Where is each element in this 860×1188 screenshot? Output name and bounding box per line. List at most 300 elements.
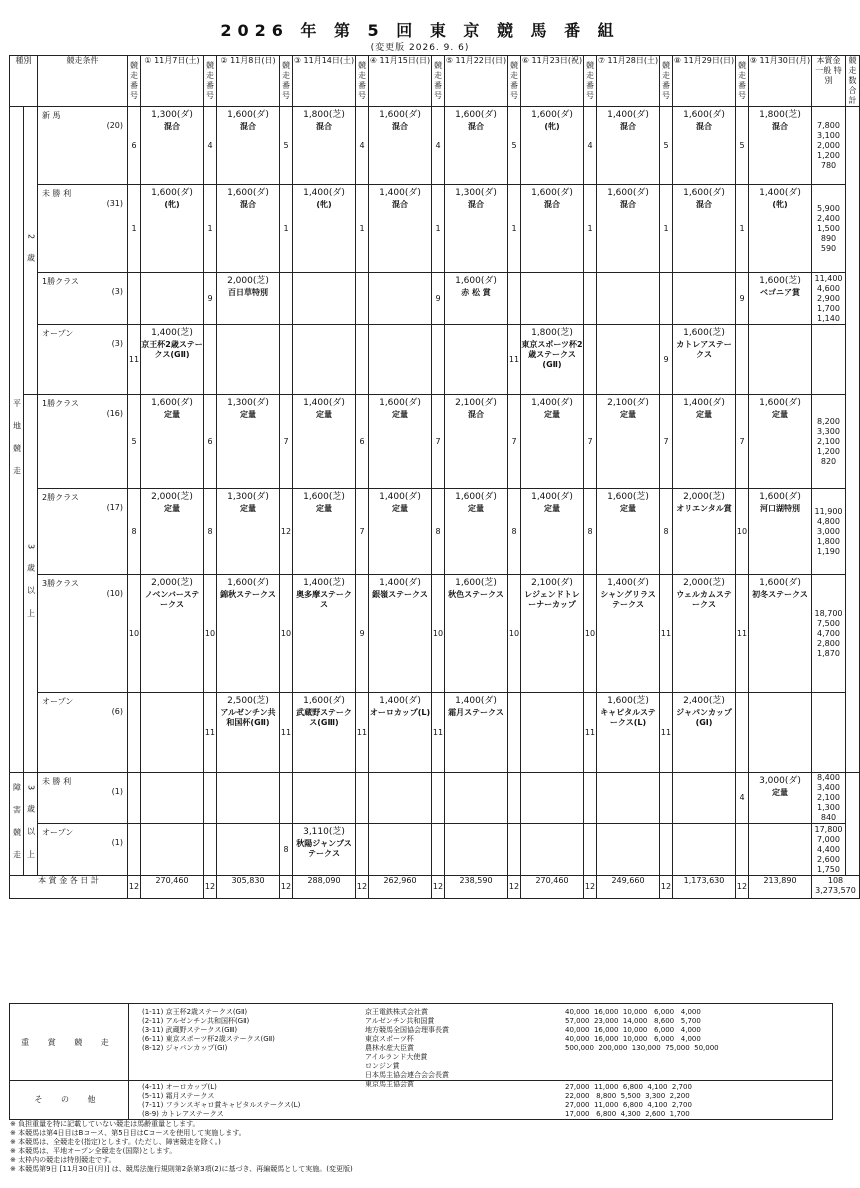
race-detail: 定量	[696, 410, 712, 419]
race-distance: 1,400(ダ)	[379, 578, 421, 588]
race-number: 4	[736, 773, 749, 824]
day-race-count: 12	[204, 876, 217, 899]
special-race: (8-12) ジャパンカップ(GⅠ)	[142, 1044, 228, 1052]
race-cell	[293, 773, 356, 824]
race-distance: 1,600(ダ)	[759, 578, 801, 588]
race-cell	[749, 489, 812, 575]
race-number: 7	[736, 395, 749, 489]
race-distance: 1,300(ダ)	[455, 188, 497, 198]
special-race: (3-11) 武蔵野ステークス(GⅢ)	[142, 1026, 238, 1034]
race-cell	[521, 489, 584, 575]
race-cell	[521, 185, 584, 273]
prize-money	[812, 693, 846, 773]
kind-label-flat: 平 地 競 走	[10, 107, 24, 773]
race-number	[432, 773, 445, 824]
other-prize-list	[565, 1083, 692, 1119]
race-detail: 河口湖特別	[760, 504, 800, 513]
race-distance: 2,100(ダ)	[455, 398, 497, 408]
race-detail: 混合	[620, 122, 636, 131]
special-label: 重 賞 競 走	[10, 1004, 129, 1080]
race-detail: 混合	[316, 122, 332, 131]
race-cell	[141, 693, 204, 773]
race-number: 9	[736, 273, 749, 325]
race-no-header: 競走番号	[432, 56, 445, 107]
race-cell	[217, 773, 280, 824]
race-distance: 1,600(ダ)	[759, 492, 801, 502]
race-cell	[673, 395, 736, 489]
race-distance: 1,400(ダ)	[303, 398, 345, 408]
day-header: ⑨ 11月30日(月)	[749, 56, 812, 107]
race-number: 10	[128, 575, 141, 693]
day-race-count: 12	[660, 876, 673, 899]
grand-total	[812, 876, 860, 899]
race-cell	[597, 185, 660, 273]
grand-count: 108	[827, 876, 844, 885]
race-distance: 1,400(芝)	[303, 578, 345, 588]
race-cell	[749, 273, 812, 325]
race-distance: 1,600(ダ)	[455, 492, 497, 502]
race-detail: (牝)	[316, 200, 332, 209]
race-cell	[141, 107, 204, 185]
race-number: 1	[128, 185, 141, 273]
day-prize-total: 270,460	[141, 876, 204, 899]
condition-cell	[38, 273, 128, 325]
other-prize-row: 27,000 11,000 6,800 4,100 2,700	[565, 1083, 692, 1091]
race-number	[128, 824, 141, 876]
race-cell	[293, 185, 356, 273]
race-detail: 混合	[468, 410, 484, 419]
day-race-count: 12	[736, 876, 749, 899]
race-cell	[597, 575, 660, 693]
race-number: 4	[584, 107, 597, 185]
race-cell	[597, 773, 660, 824]
count-header: 競走数合計	[846, 56, 860, 107]
race-detail: (牝)	[164, 200, 180, 209]
race-number	[280, 325, 293, 395]
race-detail: 初冬ステークス	[752, 590, 808, 599]
race-number	[128, 693, 141, 773]
race-number: 1	[584, 185, 597, 273]
race-cell	[445, 693, 508, 773]
race-number	[584, 773, 597, 824]
race-number: 1	[204, 185, 217, 273]
race-distance: 1,600(ダ)	[151, 398, 193, 408]
condition-cell	[38, 325, 128, 395]
race-no-header: 競走番号	[736, 56, 749, 107]
race-number: 10	[432, 575, 445, 693]
prize-money: 11,900 4,800 3,000 1,800 1,190	[812, 489, 846, 575]
other-race: (8-9) カトレアステークス	[142, 1110, 224, 1118]
race-number	[204, 773, 217, 824]
race-detail: 混合	[240, 200, 256, 209]
day-prize-total: 1,173,630	[673, 876, 736, 899]
race-cell	[369, 325, 432, 395]
race-detail: カトレアステークス	[676, 340, 732, 359]
other-race: (4-11) オーロカップ(L)	[142, 1083, 217, 1091]
day-race-count: 12	[280, 876, 293, 899]
race-cell	[369, 773, 432, 824]
race-number	[280, 773, 293, 824]
race-distance: 1,400(ダ)	[379, 696, 421, 706]
race-detail: レジェンドトレーナーカップ	[524, 590, 580, 609]
race-number: 5	[736, 107, 749, 185]
day-header: ⑧ 11月29日(日)	[673, 56, 736, 107]
race-cell	[749, 824, 812, 876]
race-number	[584, 325, 597, 395]
condition-name: 1勝クラス	[42, 399, 79, 408]
sponsor-list	[365, 1008, 449, 1089]
race-number: 9	[432, 273, 445, 325]
race-number: 1	[280, 185, 293, 273]
race-distance: 1,600(ダ)	[379, 398, 421, 408]
race-cell	[445, 395, 508, 489]
race-number: 7	[280, 395, 293, 489]
other-races-section	[9, 1079, 833, 1120]
race-number: 4	[204, 107, 217, 185]
race-distance: 1,400(ダ)	[759, 188, 801, 198]
race-no-header: 競走番号	[584, 56, 597, 107]
race-detail: 定量	[772, 410, 788, 419]
race-distance: 1,600(ダ)	[531, 110, 573, 120]
race-detail: 霜月ステークス	[448, 708, 504, 717]
race-distance: 1,800(芝)	[303, 110, 345, 120]
race-number	[432, 824, 445, 876]
race-no-header: 競走番号	[204, 56, 217, 107]
race-number: 11	[736, 575, 749, 693]
race-program-table	[9, 55, 860, 899]
race-distance: 1,400(ダ)	[607, 110, 649, 120]
race-number	[584, 273, 597, 325]
race-cell	[749, 325, 812, 395]
kind-label-jump: 障 害 競 走	[10, 773, 24, 876]
race-detail: (牝)	[544, 122, 560, 131]
race-distance: 1,600(ダ)	[455, 276, 497, 286]
race-cell	[141, 575, 204, 693]
race-detail: 混合	[392, 122, 408, 131]
race-number: 6	[356, 395, 369, 489]
race-number: 8	[128, 489, 141, 575]
condition-cell	[38, 575, 128, 693]
special-prize-list	[565, 1008, 719, 1053]
race-distance: 2,000(芝)	[683, 578, 725, 588]
race-detail: 京王杯2歳ステークス(GⅡ)	[141, 340, 203, 359]
race-number: 1	[508, 185, 521, 273]
race-number: 6	[204, 395, 217, 489]
sponsor-name: ロンジン賞	[365, 1062, 400, 1070]
race-detail: 定量	[772, 788, 788, 797]
condition-cell	[38, 107, 128, 185]
race-cell	[141, 273, 204, 325]
race-cell	[445, 575, 508, 693]
race-cell	[445, 325, 508, 395]
race-number: 7	[584, 395, 597, 489]
race-distance: 1,600(芝)	[303, 492, 345, 502]
day-header: ⑥ 11月23日(祝)	[521, 56, 584, 107]
prize-money: 7,800 3,100 2,000 1,200 780	[812, 107, 846, 185]
special-race-list	[142, 1008, 275, 1053]
race-detail: ベゴニア賞	[760, 288, 800, 297]
footnote: ※ 本競馬は、平地オープン全競走を(国際)とします。	[10, 1147, 177, 1155]
age-label: 3 歳 以 上	[24, 773, 38, 876]
race-number	[356, 773, 369, 824]
race-distance: 1,400(ダ)	[379, 492, 421, 502]
race-cell	[217, 107, 280, 185]
day-header: ④ 11月15日(日)	[369, 56, 432, 107]
age-label: 2 歳	[24, 107, 38, 395]
race-number: 10	[204, 575, 217, 693]
race-cell	[293, 575, 356, 693]
sponsor-name: 農林水産大臣賞	[365, 1044, 414, 1052]
race-cell	[141, 489, 204, 575]
age-label: 3 歳 以 上	[24, 395, 38, 773]
race-number: 10	[584, 575, 597, 693]
race-number: 7	[660, 395, 673, 489]
day-prize-total: 262,960	[369, 876, 432, 899]
race-count: (31)	[106, 199, 123, 208]
race-cell	[369, 273, 432, 325]
race-distance: 1,400(ダ)	[531, 492, 573, 502]
race-cell	[521, 824, 584, 876]
race-distance: 3,110(芝)	[303, 827, 345, 837]
race-cell	[673, 325, 736, 395]
race-count: (1)	[111, 838, 123, 847]
race-distance: 3,000(ダ)	[759, 776, 801, 786]
race-cell	[217, 273, 280, 325]
condition-row	[10, 185, 860, 273]
race-number: 9	[356, 575, 369, 693]
prize-money: 8,400 3,400 2,100 1,300 840	[812, 773, 846, 824]
race-detail: 定量	[316, 410, 332, 419]
race-cell	[749, 107, 812, 185]
prize-header: 本賞金 一般 特別	[812, 56, 846, 107]
special-prize-row: 40,000 16,000 10,000 6,000 4,000	[565, 1008, 701, 1016]
race-detail: 定量	[316, 504, 332, 513]
race-distance: 1,300(ダ)	[151, 110, 193, 120]
race-number: 10	[508, 575, 521, 693]
footnote: ※ 負担重量を特に記載していない競走は馬齢重量とします。	[10, 1120, 200, 1128]
race-count: (17)	[106, 503, 123, 512]
day-race-count: 12	[432, 876, 445, 899]
day-prize-total: 213,890	[749, 876, 812, 899]
race-number: 1	[432, 185, 445, 273]
race-detail: 混合	[240, 122, 256, 131]
race-number	[204, 325, 217, 395]
race-number: 11	[660, 575, 673, 693]
race-distance: 1,600(ダ)	[227, 188, 269, 198]
day-race-count: 12	[508, 876, 521, 899]
race-number: 11	[432, 693, 445, 773]
race-cell	[217, 395, 280, 489]
race-distance: 1,400(ダ)	[455, 696, 497, 706]
race-detail: 混合	[544, 200, 560, 209]
condition-name: オープン	[42, 828, 74, 837]
race-distance: 2,500(芝)	[227, 696, 269, 706]
race-detail: 定量	[240, 410, 256, 419]
special-race: (6-11) 東京スポーツ杯2歳ステークス(GⅡ)	[142, 1035, 275, 1043]
race-distance: 1,400(ダ)	[607, 578, 649, 588]
race-cell	[673, 773, 736, 824]
race-number: 8	[280, 824, 293, 876]
race-cell	[217, 489, 280, 575]
race-detail: オーロカップ(L)	[369, 708, 431, 717]
race-number: 4	[432, 107, 445, 185]
race-number: 11	[660, 693, 673, 773]
race-cell	[749, 773, 812, 824]
race-cell	[217, 325, 280, 395]
race-cell	[521, 325, 584, 395]
condition-row	[10, 824, 860, 876]
race-detail: 秋陽ジャンプステークス	[296, 839, 352, 858]
special-prize-row: 40,000 16,000 10,000 6,000 4,000	[565, 1026, 701, 1034]
race-detail: 混合	[392, 200, 408, 209]
race-no-header: 競走番号	[508, 56, 521, 107]
footnote: ※ 太枠内の競走は特別競走です。	[10, 1156, 116, 1164]
condition-cell	[38, 185, 128, 273]
race-number	[736, 824, 749, 876]
day-header: ⑤ 11月22日(日)	[445, 56, 508, 107]
race-cell	[141, 325, 204, 395]
race-distance: 2,000(芝)	[683, 492, 725, 502]
race-detail: 定量	[392, 410, 408, 419]
race-number	[356, 273, 369, 325]
race-distance: 1,600(芝)	[759, 276, 801, 286]
race-detail: 定量	[544, 504, 560, 513]
race-distance: 2,400(芝)	[683, 696, 725, 706]
race-number	[660, 773, 673, 824]
race-detail: 定量	[240, 504, 256, 513]
race-distance: 1,400(ダ)	[379, 188, 421, 198]
sponsor-name: アルゼンチン共和国賞	[365, 1017, 435, 1025]
condition-row	[10, 575, 860, 693]
race-detail: (牝)	[772, 200, 788, 209]
race-cell	[673, 107, 736, 185]
race-cell	[293, 395, 356, 489]
race-number: 10	[280, 575, 293, 693]
condition-name: オープン	[42, 329, 74, 338]
race-cell	[293, 325, 356, 395]
race-number: 7	[432, 395, 445, 489]
race-distance: 1,600(ダ)	[303, 696, 345, 706]
other-race: (7-11) フランスギャロ賞キャピタルステークス(L)	[142, 1101, 301, 1109]
race-distance: 1,600(芝)	[455, 578, 497, 588]
race-number	[508, 273, 521, 325]
race-number: 11	[204, 693, 217, 773]
race-cell	[521, 575, 584, 693]
race-number: 11	[508, 325, 521, 395]
race-number: 8	[508, 489, 521, 575]
race-number: 11	[280, 693, 293, 773]
race-cell	[445, 273, 508, 325]
race-number	[128, 773, 141, 824]
race-number: 5	[508, 107, 521, 185]
condition-row	[10, 693, 860, 773]
race-detail: ジャパンカップ(GⅠ)	[676, 708, 732, 727]
race-cell	[445, 107, 508, 185]
sponsor-name: 京王電鉄株式会社賞	[365, 1008, 428, 1016]
other-prize-row: 17,000 6,800 4,300 2,600 1,700	[565, 1110, 690, 1118]
condition-name: 未 勝 利	[42, 777, 72, 786]
race-detail: 混合	[164, 122, 180, 131]
race-cell	[141, 773, 204, 824]
race-number: 9	[660, 325, 673, 395]
race-cell	[293, 824, 356, 876]
condition-row	[10, 273, 860, 325]
race-cell	[369, 824, 432, 876]
day-header: ② 11月8日(日)	[217, 56, 280, 107]
other-race: (5-11) 霜月ステークス	[142, 1092, 215, 1100]
race-cell	[445, 185, 508, 273]
race-detail: 混合	[696, 122, 712, 131]
race-distance: 2,100(ダ)	[607, 398, 649, 408]
day-prize-total: 288,090	[293, 876, 356, 899]
race-number: 11	[356, 693, 369, 773]
day-header: ③ 11月14日(土)	[293, 56, 356, 107]
race-number	[660, 824, 673, 876]
prize-money: 11,400 4,600 2,900 1,700 1,140	[812, 273, 846, 325]
day-prize-total: 249,660	[597, 876, 660, 899]
race-number	[508, 773, 521, 824]
race-no-header: 競走番号	[356, 56, 369, 107]
race-number	[356, 824, 369, 876]
race-detail: シャングリラステークス	[600, 590, 656, 609]
race-cell	[445, 489, 508, 575]
race-detail: ノベンバーステークス	[144, 590, 200, 609]
race-number: 8	[584, 489, 597, 575]
race-detail: 銀嶺ステークス	[372, 590, 428, 599]
race-number: 11	[128, 325, 141, 395]
race-cell	[293, 107, 356, 185]
totals-row	[10, 876, 860, 899]
race-detail: 定量	[164, 410, 180, 419]
condition-name: 新 馬	[42, 111, 61, 120]
race-distance: 1,400(ダ)	[683, 398, 725, 408]
race-number: 9	[204, 273, 217, 325]
race-count: (20)	[106, 121, 123, 130]
race-distance: 1,600(ダ)	[683, 188, 725, 198]
race-number: 5	[660, 107, 673, 185]
race-cell	[217, 824, 280, 876]
day-race-count: 12	[128, 876, 141, 899]
race-cell	[445, 773, 508, 824]
race-cell	[141, 395, 204, 489]
condition-row	[10, 325, 860, 395]
race-number: 7	[356, 489, 369, 575]
page-subtitle: (変更版 2026. 9. 6)	[370, 43, 470, 53]
race-cell	[597, 824, 660, 876]
race-cell	[141, 824, 204, 876]
prize-money	[812, 325, 846, 395]
race-cell	[673, 693, 736, 773]
race-distance: 2,000(芝)	[151, 578, 193, 588]
race-distance: 1,600(芝)	[683, 328, 725, 338]
sponsor-name: 日本馬主協会連合会会長賞	[365, 1071, 449, 1079]
race-cell	[521, 273, 584, 325]
race-cell	[749, 185, 812, 273]
day-prize-total: 238,590	[445, 876, 508, 899]
condition-cell	[38, 489, 128, 575]
race-detail: 混合	[620, 200, 636, 209]
special-prize-row: 57,000 23,000 14,000 8,600 5,700	[565, 1017, 701, 1025]
condition-row	[10, 107, 860, 185]
condition-cell	[38, 773, 128, 824]
race-number: 11	[584, 693, 597, 773]
race-distance: 1,600(ダ)	[227, 110, 269, 120]
race-distance: 2,100(ダ)	[531, 578, 573, 588]
race-number: 8	[204, 489, 217, 575]
race-number	[356, 325, 369, 395]
race-cell	[217, 575, 280, 693]
race-detail: オリエンタル賞	[676, 504, 732, 513]
